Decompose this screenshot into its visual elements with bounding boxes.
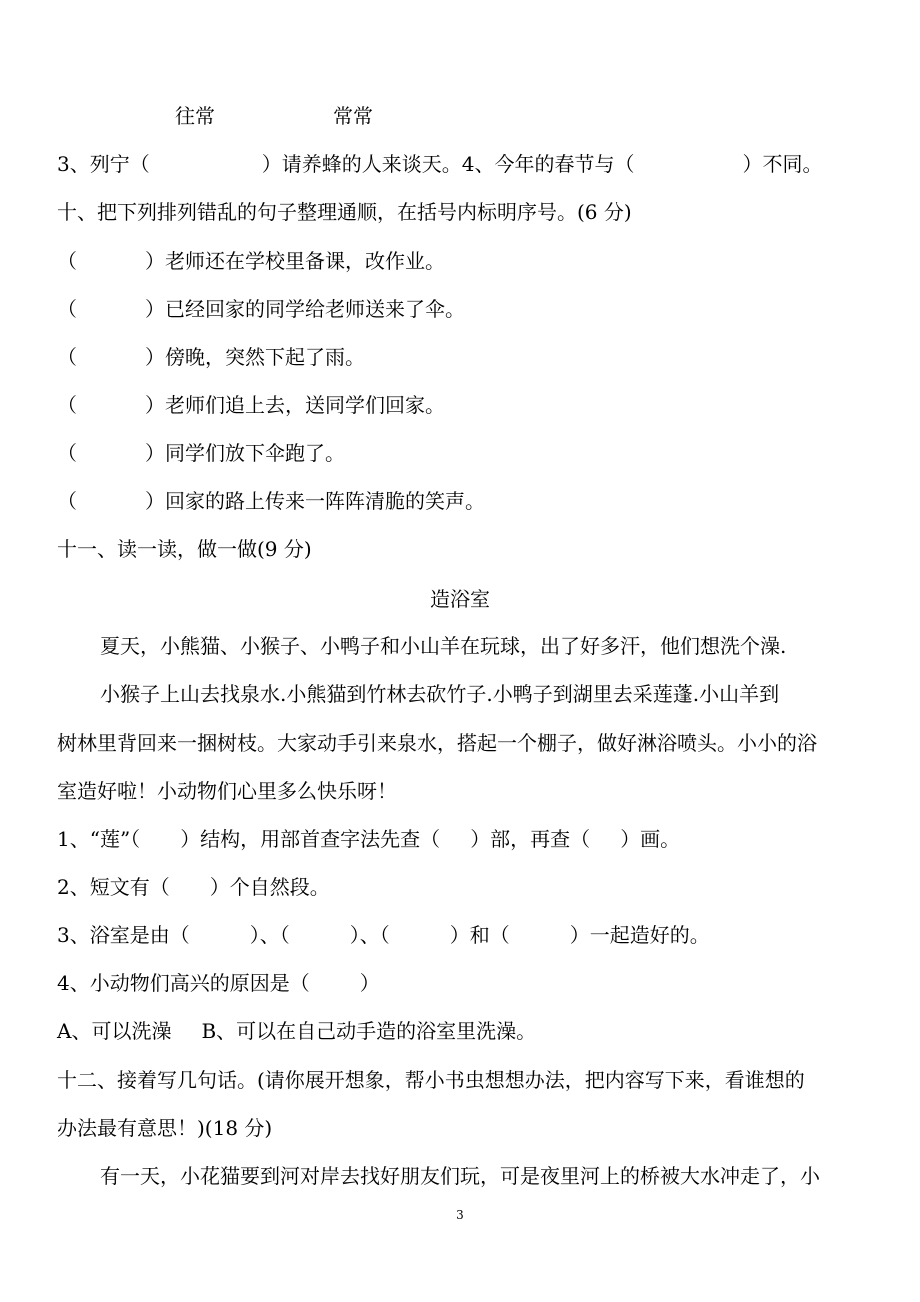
story-paragraph-2-cont: 室造好啦！小动物们心里多么快乐呀！ bbox=[57, 779, 397, 803]
section-12-paragraph: 有一天，小花猫要到河对岸去找好朋友们玩，可是夜里河上的桥被大水冲走了，小 bbox=[100, 1164, 820, 1188]
section-11-title: 十一、读一读，做一做(9 分) bbox=[57, 537, 312, 561]
section-10-title: 十、把下列排列错乱的句子整理通顺，在括号内标明序号。(6 分) bbox=[57, 200, 632, 224]
s10-item: （ ）已经回家的同学给老师送来了伞。 bbox=[57, 297, 465, 321]
s11-question-4: 4、小动物们高兴的原因是（ ） bbox=[57, 971, 380, 995]
s10-item: （ ）老师们追上去，送同学们回家。 bbox=[57, 393, 445, 417]
s10-item: （ ）回家的路上传来一阵阵清脆的笑声。 bbox=[57, 489, 485, 513]
s10-item: （ ）同学们放下伞跑了。 bbox=[57, 441, 345, 465]
s11-question-2: 2、短文有（ ）个自然段。 bbox=[57, 875, 330, 899]
s10-item: （ ）傍晚，突然下起了雨。 bbox=[57, 345, 365, 369]
page-number: 3 bbox=[456, 1208, 464, 1222]
story-paragraph-2-cont: 树林里背回来一捆树枝。大家动手引来泉水，搭起一个棚子，做好淋浴喷头。小小的浴 bbox=[57, 731, 817, 755]
s9-question-3: 3、列宁（ ）请养蜂的人来谈天。4、今年的春节与（ ）不同。 bbox=[57, 152, 823, 176]
s11-question-3: 3、浴室是由（ ）、（ ）、（ ）和（ ）一起造好的。 bbox=[57, 923, 710, 947]
s10-item: （ ）老师还在学校里备课，改作业。 bbox=[57, 249, 445, 273]
section-12-title: 十二、接着写几句话。(请你展开想象，帮小书虫想想办法，把内容写下来，看谁想的 bbox=[57, 1068, 805, 1092]
option-a: A、可以洗澡 bbox=[57, 1019, 172, 1043]
s11-question-4-options bbox=[57, 1019, 880, 1043]
word-b: 常常 bbox=[333, 104, 373, 128]
section-12-title-cont: 办法最有意思！)(18 分) bbox=[57, 1116, 273, 1140]
story-paragraph-1: 夏天，小熊猫、小猴子、小鸭子和小山羊在玩球，出了好多汗，他们想洗个澡. bbox=[100, 634, 787, 658]
story-paragraph-2: 小猴子上山去找泉水.小熊猫到竹林去砍竹子.小鸭子到湖里去采莲蓬.小山羊到 bbox=[100, 682, 780, 706]
word-pair bbox=[175, 104, 880, 128]
word-a: 往常 bbox=[175, 104, 215, 128]
s11-question-1: 1、“莲”（ ）结构，用部首查字法先查（ ）部，再查（ ）画。 bbox=[57, 827, 681, 851]
option-b: B、可以在自己动手造的浴室里洗澡。 bbox=[201, 1019, 537, 1043]
story-title: 造浴室 bbox=[430, 587, 490, 611]
